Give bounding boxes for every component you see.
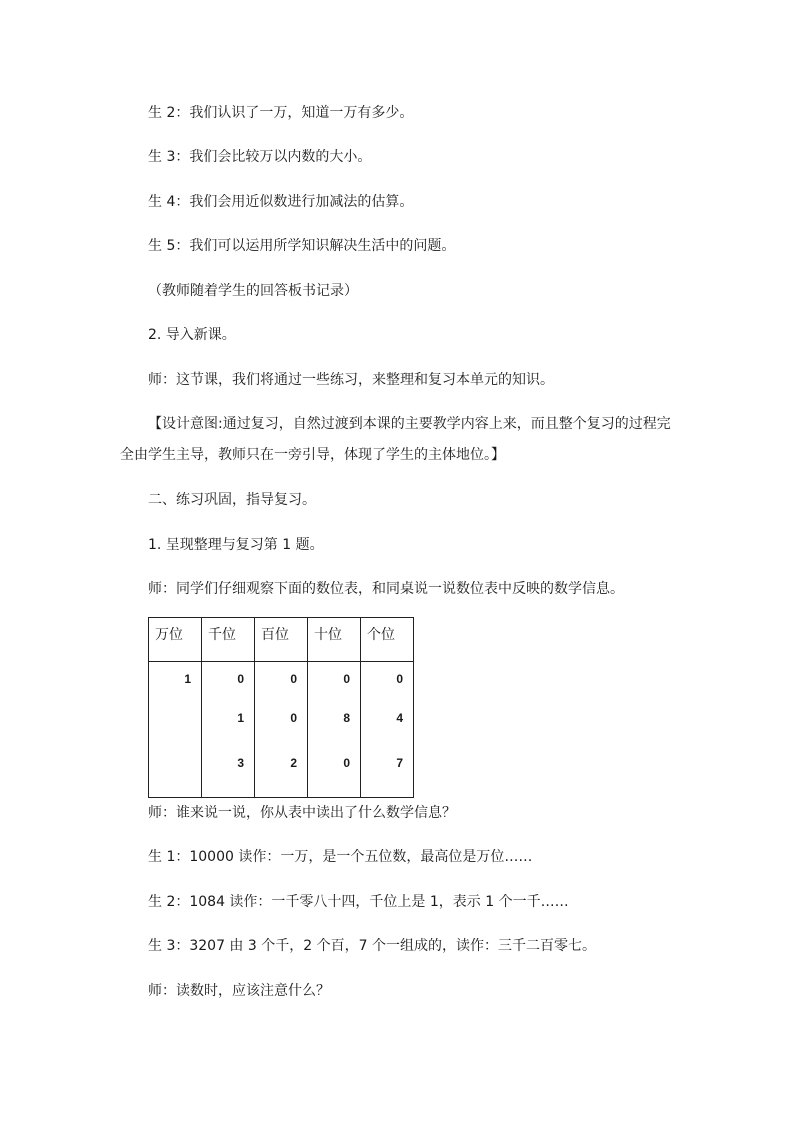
digit-cell: 3 bbox=[237, 756, 244, 770]
student-4-answer: 生 4：我们会用近似数进行加减法的估算。 bbox=[148, 194, 414, 210]
digit-cell: 0 bbox=[290, 672, 297, 686]
student-5-answer: 生 5：我们可以运用所学知识解决生活中的问题。 bbox=[148, 238, 456, 254]
digit-cell: 1 bbox=[184, 672, 191, 686]
digit-cell: 0 bbox=[290, 711, 297, 725]
digit-cell: 8 bbox=[343, 711, 350, 725]
step-2-heading: 2. 导入新课。 bbox=[148, 327, 236, 343]
place-value-table bbox=[148, 617, 414, 798]
digit-cell: 4 bbox=[396, 711, 403, 725]
header-qian: 千位 bbox=[202, 618, 255, 662]
digit-cell: 0 bbox=[237, 672, 244, 686]
digit-cell: 0 bbox=[396, 672, 403, 686]
header-shi: 十位 bbox=[308, 618, 361, 662]
column-shi bbox=[308, 662, 361, 798]
student-1-reading: 生 1：10000 读作：一万，是一个五位数，最高位是万位…… bbox=[148, 849, 533, 865]
table-row bbox=[149, 662, 414, 798]
student-2-answer: 生 2：我们认识了一万，知道一万有多少。 bbox=[148, 105, 414, 121]
section-heading: 二、练习巩固，指导复习。 bbox=[148, 492, 316, 508]
teacher-final-question: 师：读数时，应该注意什么？ bbox=[148, 983, 330, 999]
digit-cell: 7 bbox=[396, 756, 403, 770]
header-ge: 个位 bbox=[361, 618, 414, 662]
student-2-reading: 生 2：1084 读作：一千零八十四，千位上是 1，表示 1 个一千…… bbox=[148, 894, 569, 910]
digit-cell: 0 bbox=[343, 672, 350, 686]
digit-cell bbox=[149, 752, 191, 797]
teacher-question: 师：谁来说一说，你从表中读出了什么数学信息？ bbox=[148, 805, 456, 821]
column-qian bbox=[202, 662, 255, 798]
teacher-note: （教师随着学生的回答板书记录） bbox=[148, 283, 358, 299]
column-wan bbox=[149, 662, 202, 798]
teacher-intro: 师：这节课，我们将通过一些练习，来整理和复习本单元的知识。 bbox=[148, 372, 554, 388]
table-header-row bbox=[149, 618, 414, 662]
student-3-reading: 生 3：3207 由 3 个千，2 个百，7 个一组成的，读作：三千二百零七。 bbox=[148, 938, 596, 954]
digit-cell: 0 bbox=[343, 756, 350, 770]
column-bai bbox=[255, 662, 308, 798]
exercise-item-1: 1. 呈现整理与复习第 1 题。 bbox=[148, 537, 324, 553]
design-intent: 【设计意图:通过复习，自然过渡到本课的主要教学内容上来，而且整个复习的过程完全由学生主导，教师只在一旁引导，体现了学生的主体地位。】 bbox=[120, 416, 671, 463]
digit-cell bbox=[149, 707, 191, 752]
column-ge bbox=[361, 662, 414, 798]
digit-cell: 2 bbox=[290, 756, 297, 770]
header-bai: 百位 bbox=[255, 618, 308, 662]
teacher-prompt: 师：同学们仔细观察下面的数位表，和同桌说一说数位表中反映的数学信息。 bbox=[148, 581, 624, 597]
student-3-answer: 生 3：我们会比较万以内数的大小。 bbox=[148, 149, 372, 165]
digit-cell: 1 bbox=[237, 711, 244, 725]
header-wan: 万位 bbox=[149, 618, 202, 662]
